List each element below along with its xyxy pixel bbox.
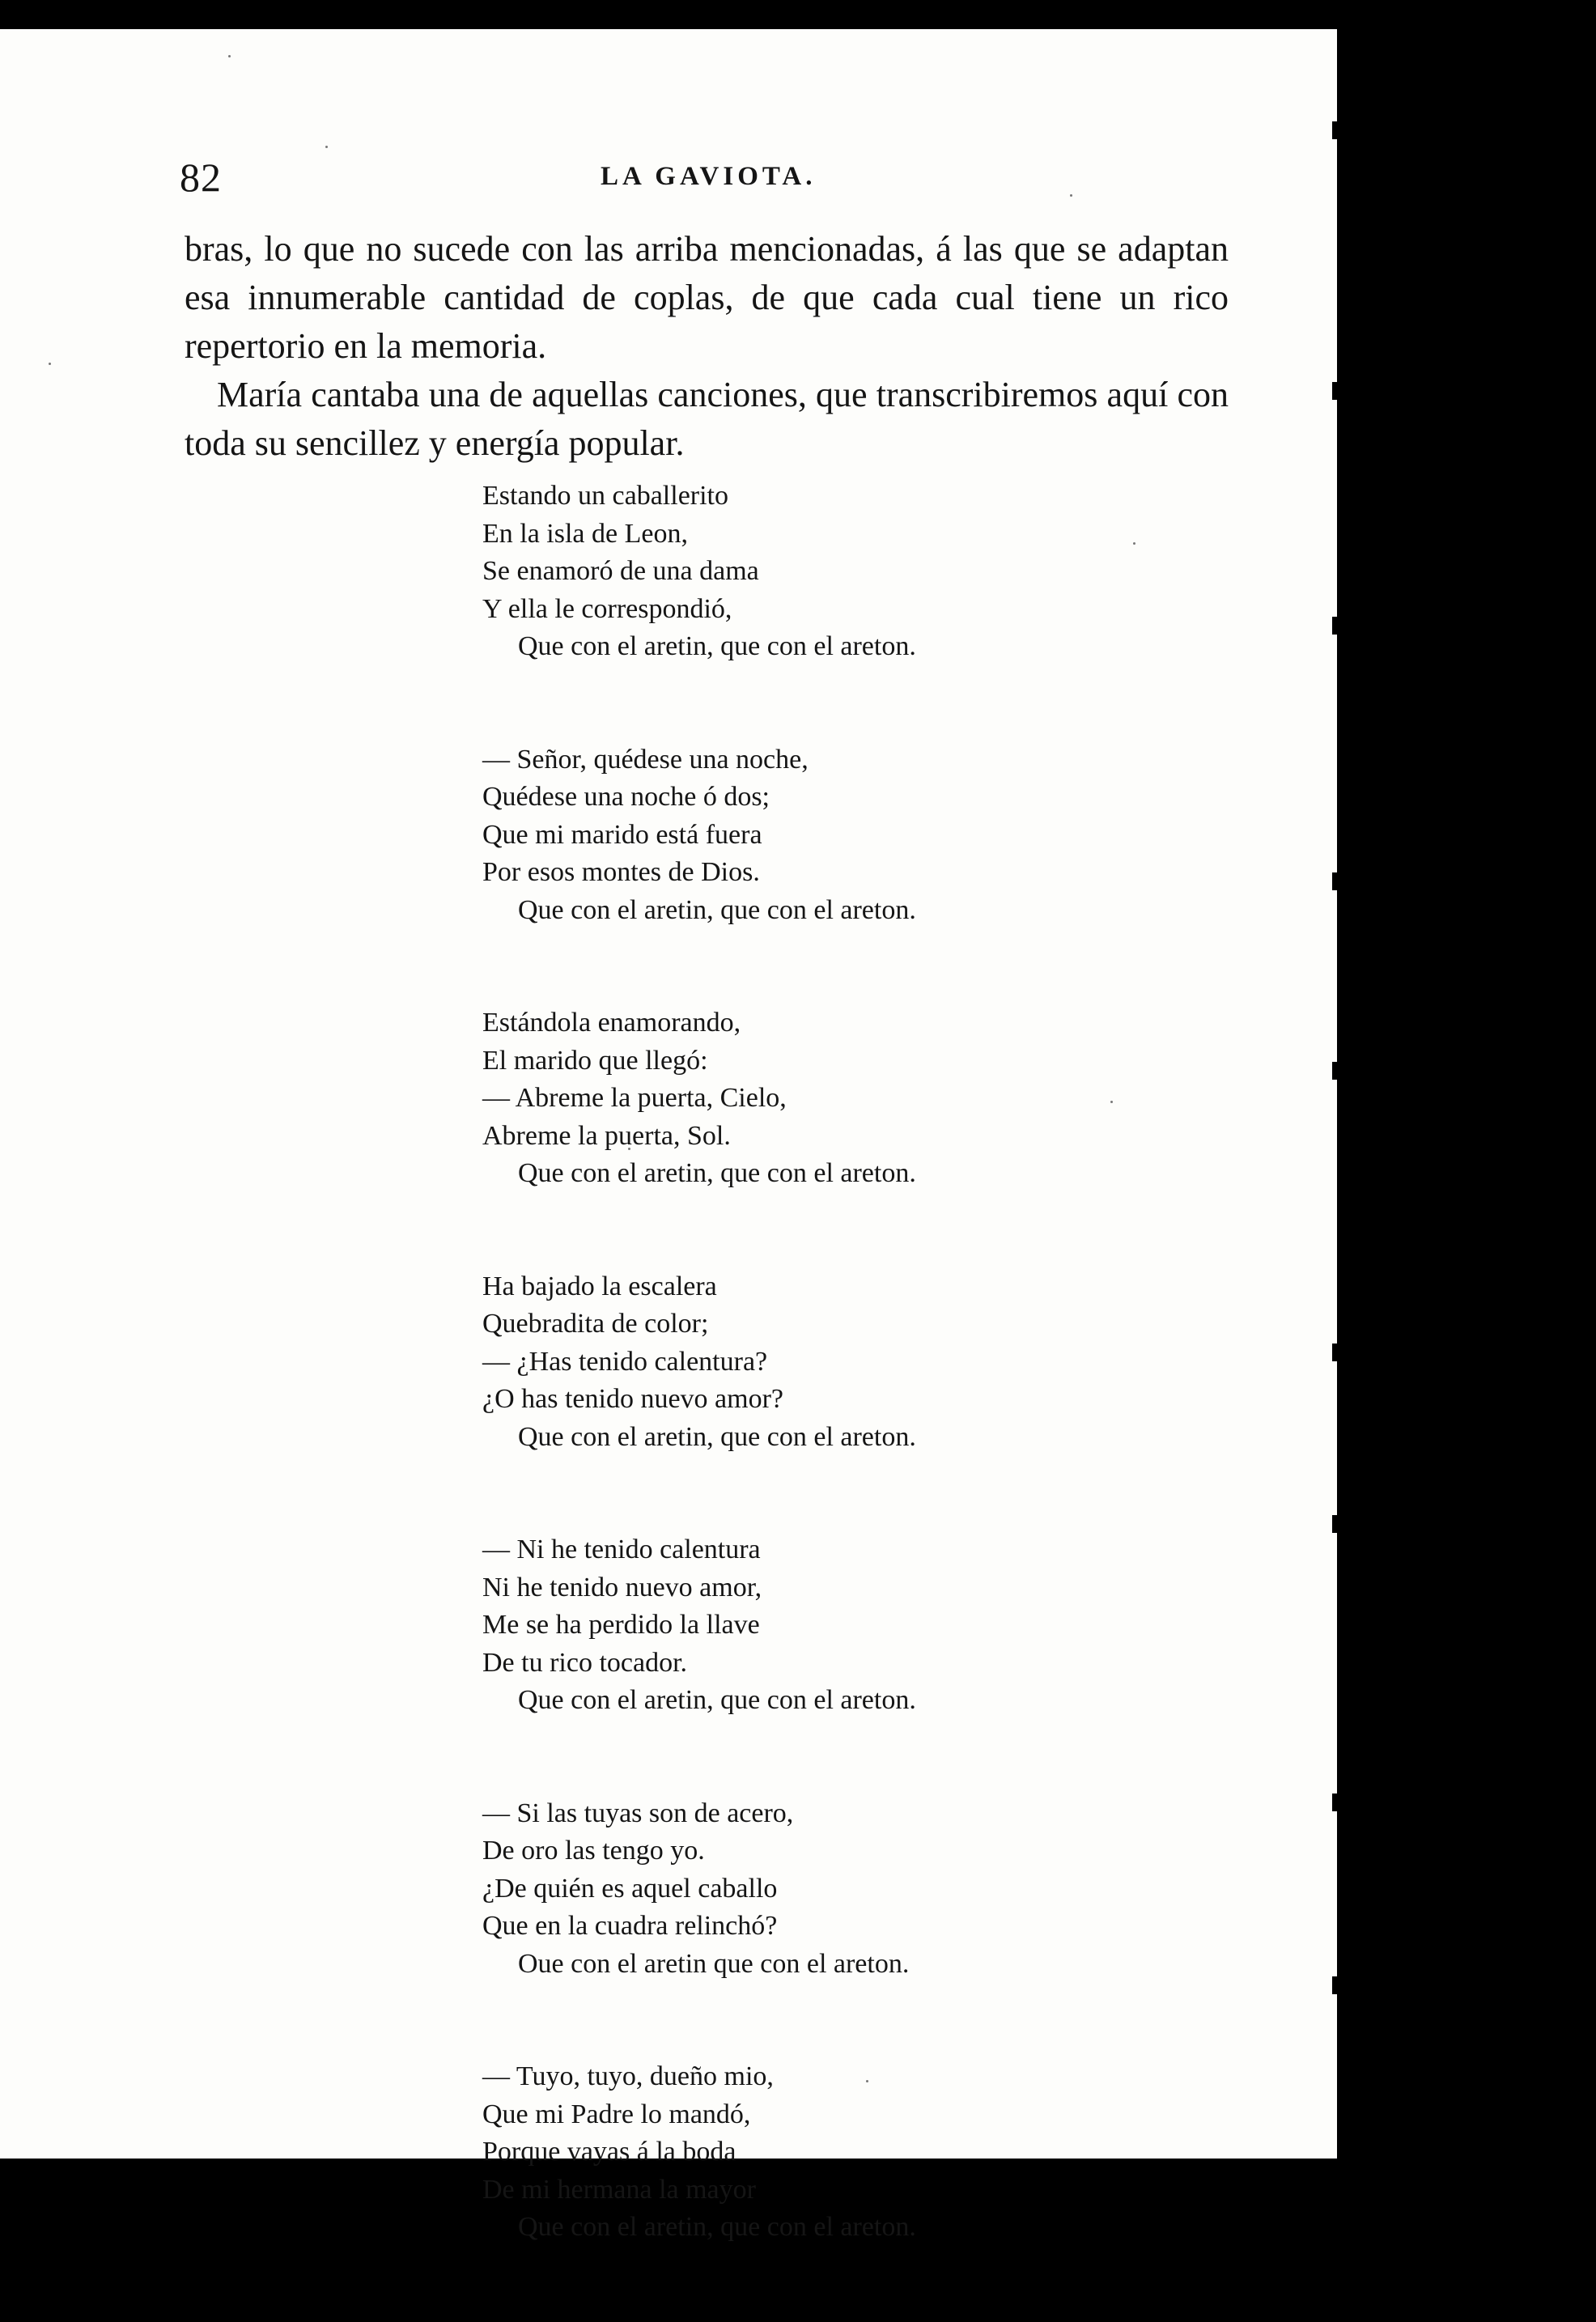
scan-edge-mark xyxy=(1332,1976,1342,1994)
verse-line: — Abreme la puerta, Cielo, xyxy=(482,1083,787,1113)
scan-edge-mark xyxy=(1332,1515,1342,1533)
verse-line: Estando un caballerito xyxy=(482,481,729,511)
refrain-line: Que con el aretin, que con el areton. xyxy=(518,894,916,925)
verse-line: — Tuyo, tuyo, dueño mio, xyxy=(482,2061,774,2091)
stanza xyxy=(482,1268,1211,1457)
verse-line: Que en la cuadra relinchó? xyxy=(482,1911,778,1941)
prose-paragraph: bras, lo que no sucede con las arriba mencionadas, á las que se adaptan esa innumerable cantidad de coplas, de que cada cual tiene un rico repertorio en la memoria. xyxy=(185,229,1229,366)
stanza xyxy=(482,741,1211,930)
page-number: 82 xyxy=(180,155,222,200)
scan-edge-mark xyxy=(1332,617,1342,635)
page-header xyxy=(180,154,1232,202)
refrain-line: Que con el aretin, que con el areton. xyxy=(518,2212,916,2242)
song-lyrics xyxy=(482,478,1211,2322)
verse-line: — Señor, quédese una noche, xyxy=(482,744,809,775)
verse-line: De oro las tengo yo. xyxy=(482,1836,705,1866)
scan-edge-mark xyxy=(1332,872,1342,890)
prose-block xyxy=(185,225,1229,468)
verse-line: Y ella le correspondió, xyxy=(482,593,732,624)
verse-line: Quédese una noche ó dos; xyxy=(482,782,770,812)
scan-top-border xyxy=(0,0,1596,29)
stanza xyxy=(482,1795,1211,1984)
scan-speck xyxy=(325,146,328,148)
verse-line: Por esos montes de Dios. xyxy=(482,857,760,887)
verse-line: Abreme la puerta, Sol. xyxy=(482,1120,731,1151)
verse-line: — ¿Has tenido calentura? xyxy=(482,1346,768,1377)
verse-line: Quebradita de color; xyxy=(482,1309,709,1339)
verse-line: De tu rico tocador. xyxy=(482,1647,688,1678)
verse-line: ¿O has tenido nuevo amor? xyxy=(482,1384,783,1414)
verse-line: ¿De quién es aquel caballo xyxy=(482,1873,778,1904)
scan-edge-mark xyxy=(1332,1062,1342,1080)
stanza xyxy=(482,2058,1211,2247)
stanza xyxy=(482,1531,1211,1720)
verse-line: Ha bajado la escalera xyxy=(482,1271,717,1301)
verse-line: Ni he tenido nuevo amor, xyxy=(482,1572,762,1602)
scan-speck xyxy=(228,55,231,57)
refrain-line: Oue con el aretin que con el areton. xyxy=(518,1948,910,1979)
scan-edge-mark xyxy=(1332,121,1342,139)
verse-line: Que mi Padre lo mandó, xyxy=(482,2099,751,2129)
refrain-line: Que con el aretin, que con el areton. xyxy=(518,631,916,661)
prose-paragraph: María cantaba una de aquellas canciones, que transcribiremos aquí con toda su sencillez y energía popular. xyxy=(185,375,1229,463)
verse-line: El marido que llegó: xyxy=(482,1045,708,1076)
verse-line: Estándola enamorando, xyxy=(482,1008,741,1038)
verse-line: En la isla de Leon, xyxy=(482,518,688,549)
refrain-line: Que con el aretin, que con el areton. xyxy=(518,1421,916,1452)
verse-line: — Si las tuyas son de acero, xyxy=(482,1798,794,1828)
scan-edge-mark xyxy=(1332,382,1342,400)
refrain-line: Que con el aretin, que con el areton. xyxy=(518,1158,916,1188)
scan-right-border xyxy=(1337,29,1596,2159)
scan-speck xyxy=(49,363,51,365)
verse-line: Que mi marido está fuera xyxy=(482,819,762,850)
verse-line: Porque vayas á la boda xyxy=(482,2137,736,2167)
verse-line: Se enamoró de una dama xyxy=(482,556,759,586)
stanza xyxy=(482,478,1211,666)
running-title: LA GAVIOTA. xyxy=(601,162,817,191)
scan-edge-mark xyxy=(1332,1344,1342,1361)
stanza xyxy=(482,1004,1211,1193)
verse-line: Me se ha perdido la llave xyxy=(482,1610,760,1640)
refrain-line: Que con el aretin, que con el areton. xyxy=(518,1685,916,1715)
scan-edge-mark xyxy=(1332,1794,1342,1811)
verse-line: De mi hermana la mayor xyxy=(482,2174,756,2205)
verse-line: — Ni he tenido calentura xyxy=(482,1535,761,1564)
